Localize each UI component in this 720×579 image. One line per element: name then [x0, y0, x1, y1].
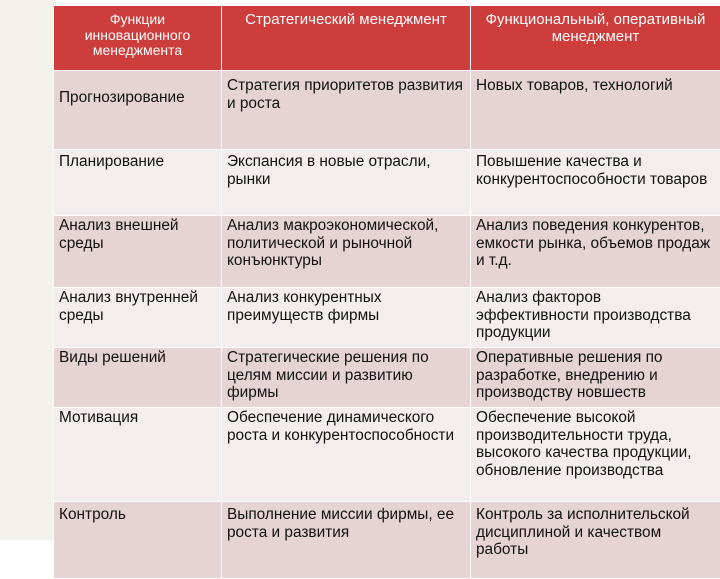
header-strategic: Стратегический менеджмент: [222, 6, 471, 71]
table-row: [54, 502, 720, 579]
strategic-cell: Выполнение миссии фирмы, ее роста и развития: [222, 502, 471, 579]
strategic-cell: Экспансия в новые отрасли, рынки: [222, 150, 471, 216]
function-cell: Анализ внешней среды: [54, 216, 222, 288]
function-cell: Виды решений: [54, 348, 222, 408]
function-cell: Мотивация: [54, 408, 222, 502]
function-cell: Контроль: [54, 502, 222, 579]
function-cell: Прогнозирование: [54, 71, 222, 150]
operational-cell: Контроль за исполнительской дисциплиной и качеством работы: [471, 502, 720, 579]
operational-cell: Новых товаров, технологий: [471, 71, 720, 150]
slide-side-decoration: [0, 0, 56, 540]
table-row: [54, 408, 720, 502]
function-cell: Анализ внутренней среды: [54, 288, 222, 348]
strategic-cell: Стратегические решения по целям миссии и развитию фирмы: [222, 348, 471, 408]
header-operational: Функциональный, оперативный менеджмент: [471, 6, 720, 71]
header-functions: Функции инновационного менеджмента: [54, 6, 222, 71]
table-row: [54, 71, 720, 150]
strategic-cell: Анализ конкурентных преимуществ фирмы: [222, 288, 471, 348]
table-header-row: [54, 6, 720, 71]
strategic-cell: Обеспечение динамического роста и конкурентоспособности: [222, 408, 471, 502]
innovation-management-table: [53, 5, 720, 579]
operational-cell: Повышение качества и конкурентоспособности товаров: [471, 150, 720, 216]
operational-cell: Анализ факторов эффективности производства продукции: [471, 288, 720, 348]
table-row: [54, 216, 720, 288]
operational-cell: Анализ поведения конкурентов, емкости рынка, объемов продаж и т.д.: [471, 216, 720, 288]
strategic-cell: Анализ макроэкономической, политической и рыночной конъюнктуры: [222, 216, 471, 288]
table-row: [54, 150, 720, 216]
strategic-cell: Стратегия приоритетов развития и роста: [222, 71, 471, 150]
operational-cell: Оперативные решения по разработке, внедрению и производству новшеств: [471, 348, 720, 408]
operational-cell: Обеспечение высокой производительности труда, высокого качества продукции, обновление производства: [471, 408, 720, 502]
table-row: [54, 348, 720, 408]
table-row: [54, 288, 720, 348]
function-cell: Планирование: [54, 150, 222, 216]
